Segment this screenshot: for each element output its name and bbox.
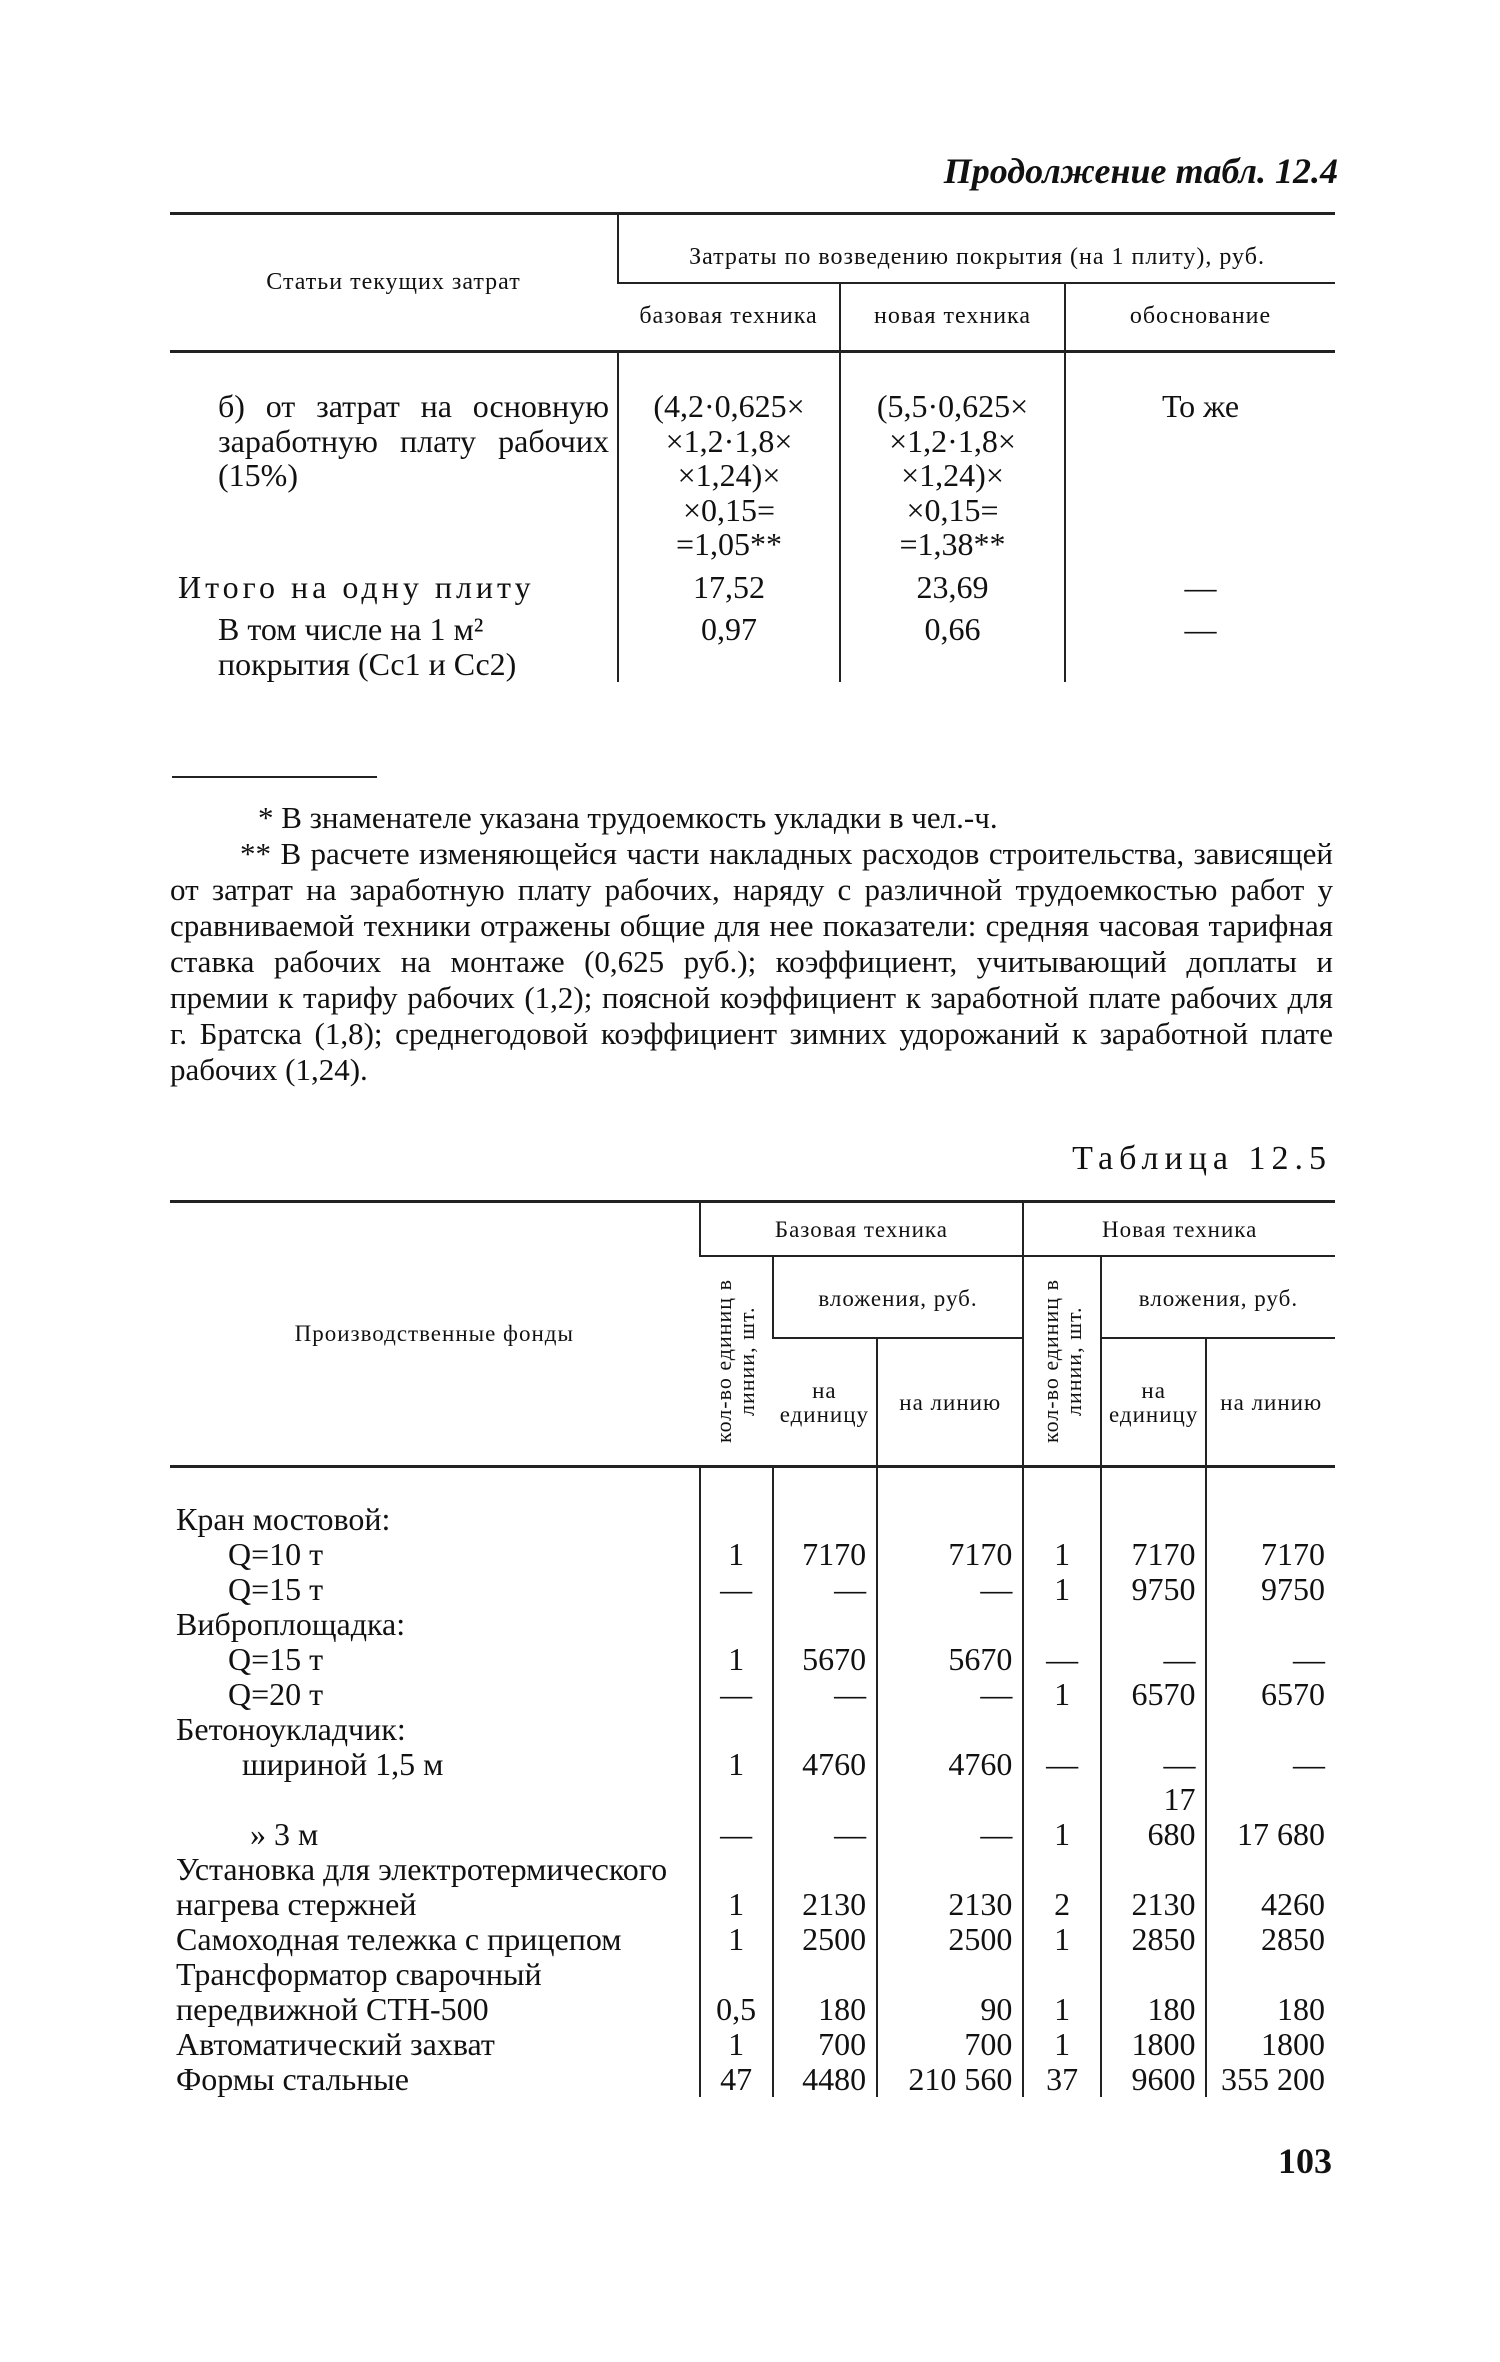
cell-base-per-line: — bbox=[877, 1677, 1023, 1712]
cell-new-per-unit bbox=[1101, 1607, 1207, 1642]
header-new-per-line: на линию bbox=[1206, 1338, 1335, 1466]
table-row bbox=[170, 2062, 1335, 2097]
cell-new-per-unit: 2130 bbox=[1101, 1852, 1207, 1922]
table-row bbox=[170, 352, 1335, 566]
cell-new-qty: — bbox=[1023, 1642, 1101, 1677]
cell-base-per-unit: — bbox=[773, 1572, 877, 1607]
fund-name: Установка для электротермического нагрева стержней bbox=[176, 1851, 668, 1922]
cell-base-per-unit: 180 bbox=[773, 1957, 877, 2027]
cell-base-per-line: 210 560 bbox=[877, 2062, 1023, 2097]
cell-base-qty: — bbox=[700, 1782, 773, 1852]
cell-base-per-unit: 2500 bbox=[773, 1922, 877, 1957]
cell-base-per-unit bbox=[773, 1467, 877, 1538]
cell-base-per-line: 700 bbox=[877, 2027, 1023, 2062]
cell-base-per-line bbox=[877, 1467, 1023, 1538]
table-row bbox=[170, 566, 1335, 609]
fund-name: Кран мостовой: bbox=[170, 1467, 700, 1538]
fund-name: Q=10 т bbox=[228, 1536, 324, 1572]
cell-base-per-unit: — bbox=[773, 1782, 877, 1852]
cell-base-per-unit: 4480 bbox=[773, 2062, 877, 2097]
cell-new-per-line bbox=[1206, 1607, 1335, 1642]
header-base-group: Базовая техника bbox=[700, 1202, 1024, 1257]
cell-new-per-line: 17 680 bbox=[1206, 1782, 1335, 1852]
header-new-invest: вложения, руб. bbox=[1101, 1256, 1335, 1338]
cell-new-per-unit: — bbox=[1101, 1642, 1207, 1677]
table-row bbox=[170, 1782, 1335, 1852]
cell-base-per-unit: 5670 bbox=[773, 1642, 877, 1677]
cell-base-per-line: — bbox=[877, 1572, 1023, 1607]
header-funds: Производственные фонды bbox=[170, 1202, 700, 1467]
cell-new-qty bbox=[1023, 1712, 1101, 1747]
fund-name: Трансформатор сварочный передвижной СТН-500 bbox=[176, 1956, 542, 2027]
table-row bbox=[170, 1642, 1335, 1677]
fund-name: Автоматический захват bbox=[176, 2026, 495, 2062]
cell-new-per-unit: 9750 bbox=[1101, 1572, 1207, 1607]
cell-base-qty: 1 bbox=[700, 1642, 773, 1677]
cell-new-per-unit: 6570 bbox=[1101, 1677, 1207, 1712]
cell-base-per-line: 2130 bbox=[877, 1852, 1023, 1922]
header-new-qty-label: кол-во единиц в линии, шт. bbox=[1038, 1279, 1087, 1443]
cell-base-per-line bbox=[877, 1712, 1023, 1747]
cell-new-per-unit: 17 680 bbox=[1101, 1782, 1207, 1852]
cell-new-qty: 2 bbox=[1023, 1852, 1101, 1922]
header-new-qty bbox=[1023, 1256, 1101, 1467]
cell-new-qty: 1 bbox=[1023, 1782, 1101, 1852]
table-12-5 bbox=[170, 1200, 1335, 2097]
cell-base-per-line: 2500 bbox=[877, 1922, 1023, 1957]
table-row bbox=[170, 608, 1335, 681]
cell-base-per-unit: 700 bbox=[773, 2027, 877, 2062]
cell-base-qty: 1 bbox=[700, 1747, 773, 1782]
cell-base-per-unit bbox=[773, 1607, 877, 1642]
cell-base-qty: 47 bbox=[700, 2062, 773, 2097]
cell-new-qty: 37 bbox=[1023, 2062, 1101, 2097]
header-cost-group: Затраты по возведению покрытия (на 1 плиту), руб. bbox=[618, 214, 1335, 284]
cell-new-per-line bbox=[1206, 1467, 1335, 1538]
cell-base: 0,97 bbox=[618, 608, 840, 681]
cell-base-per-line: — bbox=[877, 1782, 1023, 1852]
cell-new-qty: 1 bbox=[1023, 1537, 1101, 1572]
row-label: б) от затрат на основную заработную плату рабочих (15%) bbox=[170, 352, 618, 566]
page-number: 103 bbox=[1278, 2141, 1332, 2181]
table-row bbox=[170, 1957, 1335, 2027]
cell-new-qty: — bbox=[1023, 1747, 1101, 1782]
table-row bbox=[170, 1537, 1335, 1572]
cell-base-qty: 1 bbox=[700, 1922, 773, 1957]
table-12-5-body bbox=[170, 1467, 1335, 2098]
cell-new-per-unit bbox=[1101, 1712, 1207, 1747]
cell-new-qty: 1 bbox=[1023, 1572, 1101, 1607]
cell-new-per-unit: 9600 bbox=[1101, 2062, 1207, 2097]
fund-name: Q=15 т bbox=[228, 1571, 324, 1607]
cell-new-per-line: 7170 bbox=[1206, 1537, 1335, 1572]
fund-name: Формы стальные bbox=[176, 2061, 409, 2097]
fund-name: Виброплощадка: bbox=[176, 1606, 406, 1642]
table-row bbox=[170, 1747, 1335, 1782]
cell-basis: То же bbox=[1065, 352, 1335, 566]
fund-name: Бетоноукладчик: bbox=[176, 1711, 406, 1747]
cell-base-qty bbox=[700, 1712, 773, 1747]
cell-new-qty bbox=[1023, 1607, 1101, 1642]
fund-name: » 3 м bbox=[250, 1816, 319, 1852]
header-new-per-unit: на единицу bbox=[1101, 1338, 1207, 1466]
header-base-per-unit: на единицу bbox=[779, 1377, 870, 1428]
header-base-qty-label: кол-во единиц в линии, шт. bbox=[711, 1279, 760, 1443]
cell-base-per-line: 7170 bbox=[877, 1537, 1023, 1572]
cell-base-per-unit bbox=[773, 1712, 877, 1747]
cell-new-per-unit: 2850 bbox=[1101, 1922, 1207, 1957]
cell-new-per-unit bbox=[1101, 1467, 1207, 1538]
cell-new-per-unit: 1800 bbox=[1101, 2027, 1207, 2062]
fund-name: Q=15 т bbox=[228, 1641, 324, 1677]
cell-base-per-line: 4760 bbox=[877, 1747, 1023, 1782]
header-base-qty bbox=[700, 1256, 773, 1467]
cell-base-qty: 0,5 bbox=[700, 1957, 773, 2027]
table-12-4-continuation bbox=[170, 212, 1335, 682]
table-row bbox=[170, 1607, 1335, 1642]
cell-base-per-unit: 2130 bbox=[773, 1852, 877, 1922]
cell-base-qty: 1 bbox=[700, 1852, 773, 1922]
table-row bbox=[170, 1677, 1335, 1712]
footnote-1: * В знаменателе указана трудоемкость укладки в чел.-ч. bbox=[258, 800, 998, 835]
table-row bbox=[170, 1922, 1335, 1957]
header-base: базовая техника bbox=[618, 283, 840, 352]
cell-new-per-unit: — bbox=[1101, 1747, 1207, 1782]
cell-new-per-line: — bbox=[1206, 1747, 1335, 1782]
fund-name: Q=20 т bbox=[228, 1676, 324, 1712]
cell-new-per-unit: 7170 bbox=[1101, 1537, 1207, 1572]
cell-base-qty bbox=[700, 1467, 773, 1538]
cell-base-qty: — bbox=[700, 1677, 773, 1712]
cell-base-per-line: 5670 bbox=[877, 1642, 1023, 1677]
cell-base-qty: 1 bbox=[700, 1537, 773, 1572]
cell-base-per-unit: 4760 bbox=[773, 1747, 877, 1782]
header-stat-col: Статьи текущих затрат bbox=[170, 214, 618, 352]
footnote-divider bbox=[172, 776, 377, 778]
cell-new-per-line: 9750 bbox=[1206, 1572, 1335, 1607]
cell-base: 17,52 bbox=[618, 566, 840, 609]
header-new: новая техника bbox=[840, 283, 1065, 352]
fund-name: Самоходная тележка с прицепом bbox=[176, 1921, 622, 1957]
cell-new-per-line: 1800 bbox=[1206, 2027, 1335, 2062]
table-row bbox=[170, 1712, 1335, 1747]
cell-new-per-line: 4260 bbox=[1206, 1852, 1335, 1922]
cell-base-qty bbox=[700, 1607, 773, 1642]
cell-new-qty: 1 bbox=[1023, 1957, 1101, 2027]
header-base-invest: вложения, руб. bbox=[773, 1256, 1024, 1338]
cell-new-per-line: 180 bbox=[1206, 1957, 1335, 2027]
cell-new-per-line bbox=[1206, 1712, 1335, 1747]
header-base-per-line: на линию bbox=[877, 1338, 1023, 1466]
continuation-title: Продолжение табл. 12.4 bbox=[943, 151, 1338, 191]
table-row bbox=[170, 1467, 1335, 1538]
table-row bbox=[170, 2027, 1335, 2062]
cell-new-per-line: 355 200 bbox=[1206, 2062, 1335, 2097]
cell-base-per-line bbox=[877, 1607, 1023, 1642]
cell-new-per-line: 6570 bbox=[1206, 1677, 1335, 1712]
cell-new: (5,5·0,625× ×1,2·1,8× ×1,24)× ×0,15= =1,38** bbox=[840, 352, 1065, 566]
cell-new-per-line: 2850 bbox=[1206, 1922, 1335, 1957]
footnote-2: ** В расчете изменяющейся части накладных расходов строительства, зависящей от затрат на заработную плату рабочих, наряду с различной трудоемкостью работ у сравниваемой техники отражены общие для нее показатели: средняя часовая тарифная ставка рабочих на монтаже (0,625 руб.); коэффициент, учитывающий доплаты и премии к тарифу рабочих (1,2); поясной коэффициент к заработной плате рабочих для г. Братска (1,8); среднегодовой коэффициент зимних удорожаний к заработной плате рабочих (1,24). bbox=[170, 836, 1333, 1087]
table-row bbox=[170, 1572, 1335, 1607]
cell-new: 0,66 bbox=[840, 608, 1065, 681]
cell-base-per-unit: — bbox=[773, 1677, 877, 1712]
cell-basis: — bbox=[1065, 566, 1335, 609]
cell-new-qty: 1 bbox=[1023, 1922, 1101, 1957]
cell-base: (4,2·0,625× ×1,2·1,8× ×1,24)× ×0,15= =1,05** bbox=[618, 352, 840, 566]
table-12-5-caption: Таблица 12.5 bbox=[1072, 1140, 1332, 1177]
cell-base-qty: 1 bbox=[700, 2027, 773, 2062]
cell-base-qty: — bbox=[700, 1572, 773, 1607]
cell-basis: — bbox=[1065, 608, 1335, 681]
cell-new-qty: 1 bbox=[1023, 2027, 1101, 2062]
cell-new-qty: 1 bbox=[1023, 1677, 1101, 1712]
cell-new-per-unit: 180 bbox=[1101, 1957, 1207, 2027]
cell-new-per-line: — bbox=[1206, 1642, 1335, 1677]
header-new-group: Новая техника bbox=[1023, 1202, 1335, 1257]
cell-new: 23,69 bbox=[840, 566, 1065, 609]
header-basis: обоснование bbox=[1065, 283, 1335, 352]
cell-base-per-line: 90 bbox=[877, 1957, 1023, 2027]
table-row bbox=[170, 1852, 1335, 1922]
cell-new-qty bbox=[1023, 1467, 1101, 1538]
row-label: Итого на одну плиту bbox=[178, 568, 535, 605]
fund-name: шириной 1,5 м bbox=[242, 1746, 444, 1782]
row-label: В том числе на 1 м² покрытия (Сс1 и Сс2) bbox=[218, 611, 517, 683]
cell-base-per-unit: 7170 bbox=[773, 1537, 877, 1572]
